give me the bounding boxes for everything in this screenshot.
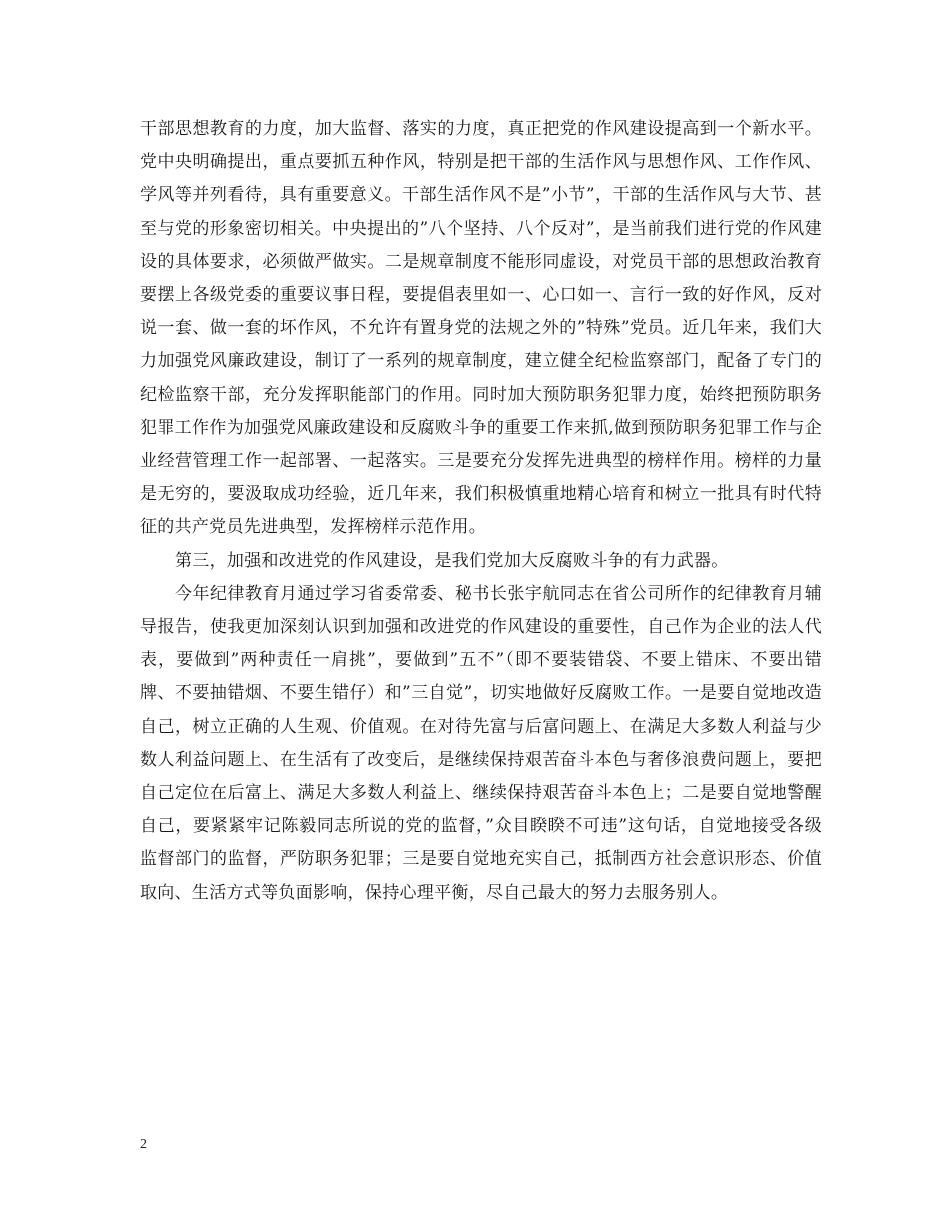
- paragraph-2: 第三，加强和改进党的作风建设，是我们党加大反腐败斗争的有力武器。: [175, 550, 729, 571]
- document-body: [140, 113, 822, 910]
- paragraph-3: 今年纪律教育月通过学习省委常委、秘书长张宇航同志在省公司所作的纪律教育月辅导报告，使我更加深刻认识到加强和改进党的作风建设的重要性，自己作为企业的法人代表，要做到”两种责任一肩挑”，要做到”五不”（即不要装错袋、不要上错床、不要出错牌、不要抽错烟、不要生错仔）和”三自觉”，切实地做好反腐败工作。一是要自觉地改造自己，树立正确的人生观、价值观。在对待先富与后富问题上、在满足大多数人利益与少数人利益问题上、在生活有了改变后，是继续保持艰苦奋斗本色与奢侈浪费问题上，要把自己定位在后富上、满足大多数人利益上、继续保持艰苦奋斗本色上；二是要自觉地警醒自己，要紧紧牢记陈毅同志所说的党的监督，”众目睽睽不可违”这句话，自觉地接受各级监督部门的监督，严防职务犯罪；三是要自觉地充实自己，抵制西方社会意识形态、价值取向、生活方式等负面影响，保持心理平衡，尽自己最大的努力去服务别人。: [140, 583, 822, 903]
- paragraph-1: 干部思想教育的力度，加大监督、落实的力度，真正把党的作风建设提高到一个新水平。党中央明确提出，重点要抓五种作风，特别是把干部的生活作风与思想作风、工作作风、学风等并列看待，具有重要意义。干部生活作风不是”小节”，干部的生活作风与大节、甚至与党的形象密切相关。中央提出的”八个坚持、八个反对”，是当前我们进行党的作风建设的具体要求，必须做严做实。二是规章制度不能形同虚设，对党员干部的思想政治教育要摆上各级党委的重要议事日程，要提倡表里如一、心口如一、言行一致的好作风，反对说一套、做一套的坏作风，不允许有置身党的法规之外的”特殊”党员。近几年来，我们大力加强党风廉政建设，制订了一系列的规章制度，建立健全纪检监察部门，配备了专门的纪检监察干部，充分发挥职能部门的作用。同时加大预防职务犯罪力度，始终把预防职务犯罪工作作为加强党风廉政建设和反腐败斗争的重要工作来抓,做到预防职务犯罪工作与企业经营管理工作一起部署、一起落实。三是要充分发挥先进典型的榜样作用。榜样的力量是无穷的，要汲取成功经验，近几年来，我们积极慎重地精心培育和树立一批具有时代特征的共产党员先进典型，发挥榜样示范作用。: [140, 119, 822, 538]
- page-number: 2: [140, 1137, 147, 1152]
